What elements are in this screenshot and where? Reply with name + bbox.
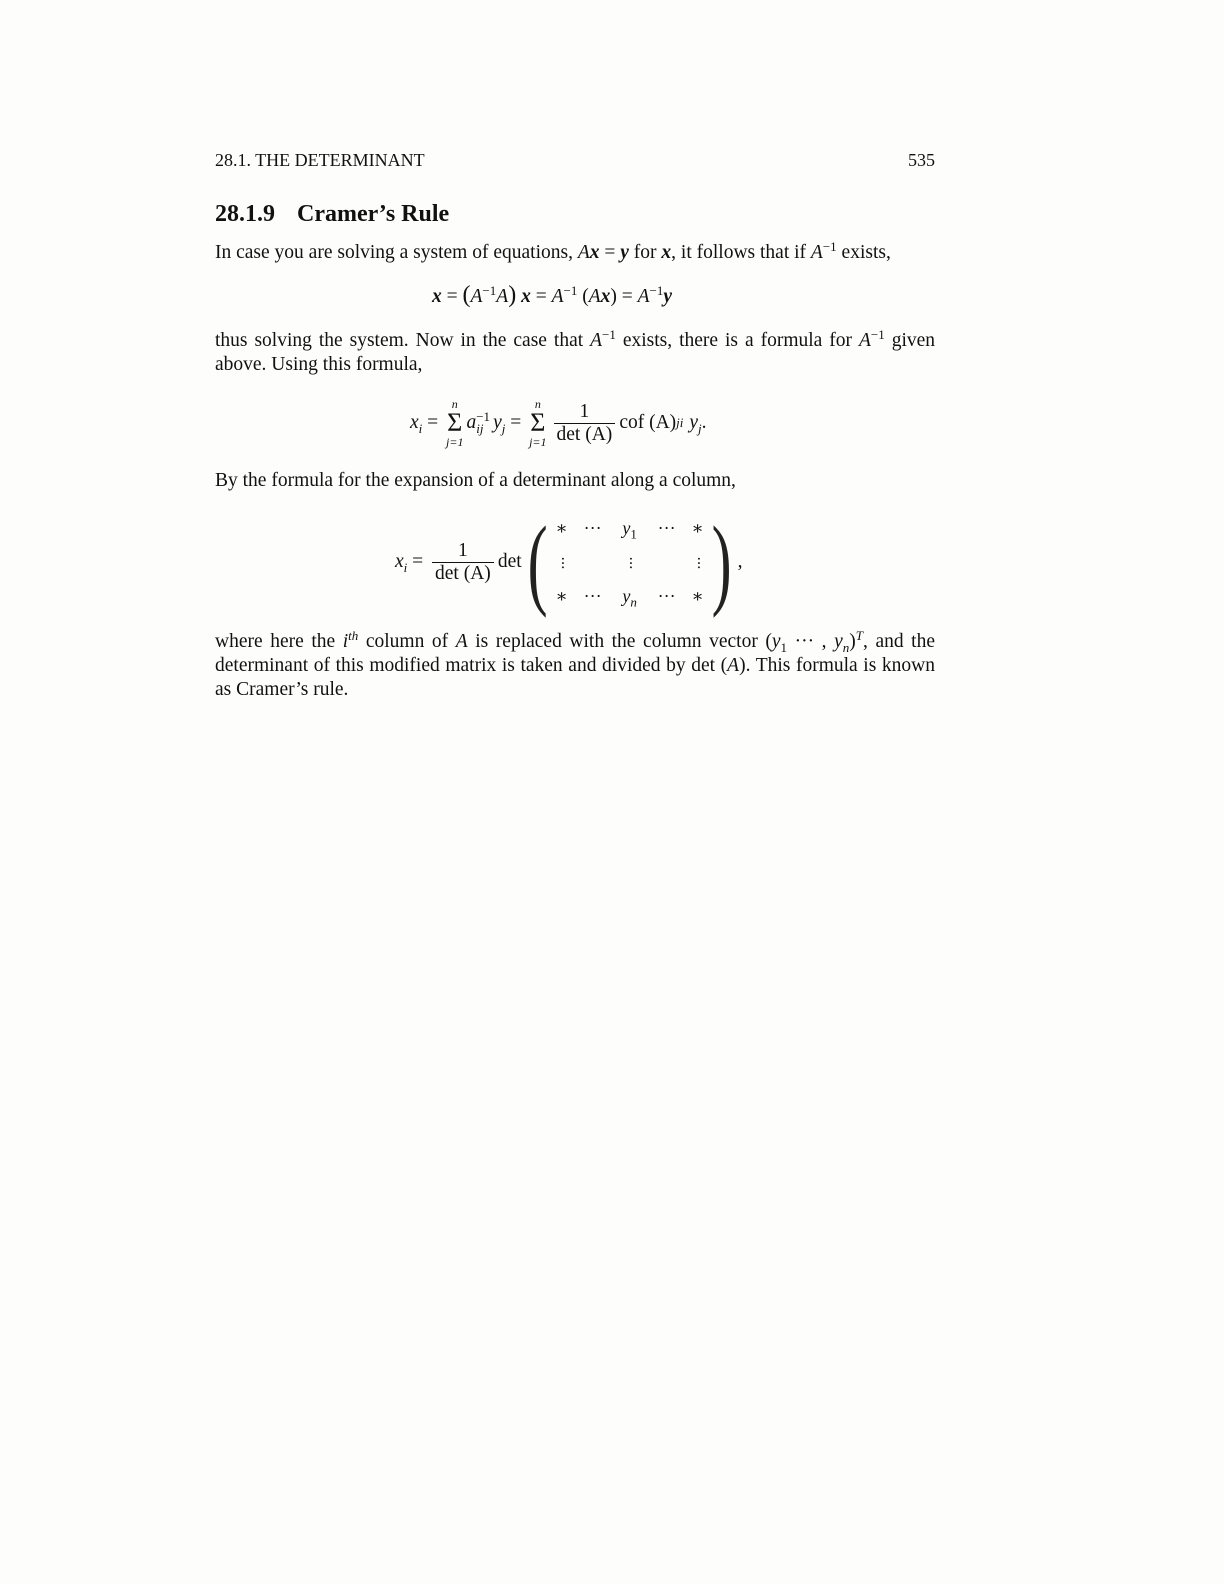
section-number: 28.1.9 bbox=[215, 201, 275, 227]
text-run: . This formula is known as Cramer’s rule. bbox=[215, 655, 935, 700]
left-paren: ( bbox=[527, 505, 548, 619]
text-run: given above. Using this formula, bbox=[215, 330, 936, 375]
fraction bbox=[432, 540, 494, 585]
right-paren: ) bbox=[711, 505, 732, 619]
matrix-cell: ··· bbox=[583, 517, 602, 538]
section-heading bbox=[215, 201, 449, 228]
fraction-numerator: 1 bbox=[458, 539, 468, 561]
fraction bbox=[554, 401, 616, 446]
text-run: , it follows that if bbox=[671, 242, 811, 263]
paragraph-formula: thus solving the system. Now in the case that $A^{-1}$ exists, there is a formula for $A^{-1}$ given above. Using this formula, bbox=[215, 326, 936, 375]
section-title: Cramer’s Rule bbox=[297, 201, 450, 227]
paragraph-intro: In case you are solving a system of equations, Ax = y for x, it follows that if $A^{-1}$ exists, bbox=[215, 238, 891, 263]
paragraph-expansion bbox=[215, 469, 935, 493]
fraction-denominator: det (A) bbox=[554, 423, 616, 446]
equation-cofactor-sum: $x_i$ = n Σ j=1 a −1 ij $y_j$ = n Σ j=1 $\frac{1}{\det (A)}$ cof (A) ji $y_j$ . bbox=[410, 397, 707, 449]
text-run: for bbox=[628, 242, 662, 263]
sum-lower-limit: j=1 bbox=[529, 435, 547, 449]
matrix-cell: ··· bbox=[583, 585, 602, 606]
text-run: In case you are solving a system of equations, bbox=[215, 242, 578, 263]
matrix-cell: ··· bbox=[657, 517, 676, 538]
matrix-cell: ∗ bbox=[555, 517, 568, 538]
equation-cramer-determinant: $x_i$ = $\frac{1}{\det (A)}$ det ( ∗ ··· $y_1$ ··· ∗ ··· ··· ··· ∗ ··· $y_n$ ··· ∗ ) , bbox=[395, 505, 743, 619]
fraction-denominator: det (A) bbox=[432, 562, 494, 585]
fraction-numerator: 1 bbox=[579, 400, 590, 422]
text-run: thus solving the system. Now in the case that bbox=[215, 330, 591, 351]
matrix-cell: ∗ bbox=[691, 517, 704, 538]
summation-symbol: n Σ j=1 bbox=[529, 397, 547, 449]
text-run: where here the bbox=[215, 631, 343, 652]
text-run: , and the determinant of this modified matrix is taken and divided by bbox=[215, 631, 936, 676]
page-number: 535 bbox=[908, 150, 935, 170]
matrix: ∗ ··· $y_1$ ··· ∗ ··· ··· ··· ∗ ··· $y_n$ ··· ∗ bbox=[553, 517, 707, 610]
cofactor-term: cof (A) bbox=[619, 412, 677, 433]
text-run: exists, there is a formula for bbox=[615, 330, 859, 351]
sum-upper-limit: n bbox=[534, 397, 541, 411]
equation-inverse-solution: $x = (A^{-1}A) x = A^{-1}$ $(Ax) = A^{-1}y$ bbox=[432, 282, 673, 308]
matrix-cell: ··· bbox=[553, 555, 571, 569]
summation-symbol: n Σ j=1 bbox=[446, 397, 464, 449]
text-run: is replaced with the column vector bbox=[467, 631, 766, 652]
det-operator: det bbox=[497, 551, 522, 572]
sum-upper-limit: n bbox=[451, 397, 458, 411]
matrix-cell: ∗ bbox=[691, 585, 704, 606]
chapter-heading: 28.1. THE DETERMINANT bbox=[215, 150, 425, 170]
paragraph-conclusion: where here the $i^{th}$ column of A is replaced with the column vector ($y_1$ ··· , $y_n)^T$, and the determinant of this modified matrix is taken and divided by det (A). This formula is known as Cramer’s rule. bbox=[215, 627, 936, 700]
matrix-cell: ··· bbox=[689, 555, 707, 569]
running-header bbox=[215, 150, 935, 171]
text-run: exists, bbox=[836, 242, 891, 263]
text-run: By the formula for the expansion of a determinant along a column, bbox=[215, 470, 736, 491]
matrix-cell: ··· bbox=[657, 585, 676, 606]
matrix-cell: ∗ bbox=[555, 585, 568, 606]
sum-lower-limit: j=1 bbox=[446, 435, 464, 449]
matrix-cell: ··· bbox=[621, 555, 639, 569]
text-run: column of bbox=[358, 631, 456, 652]
